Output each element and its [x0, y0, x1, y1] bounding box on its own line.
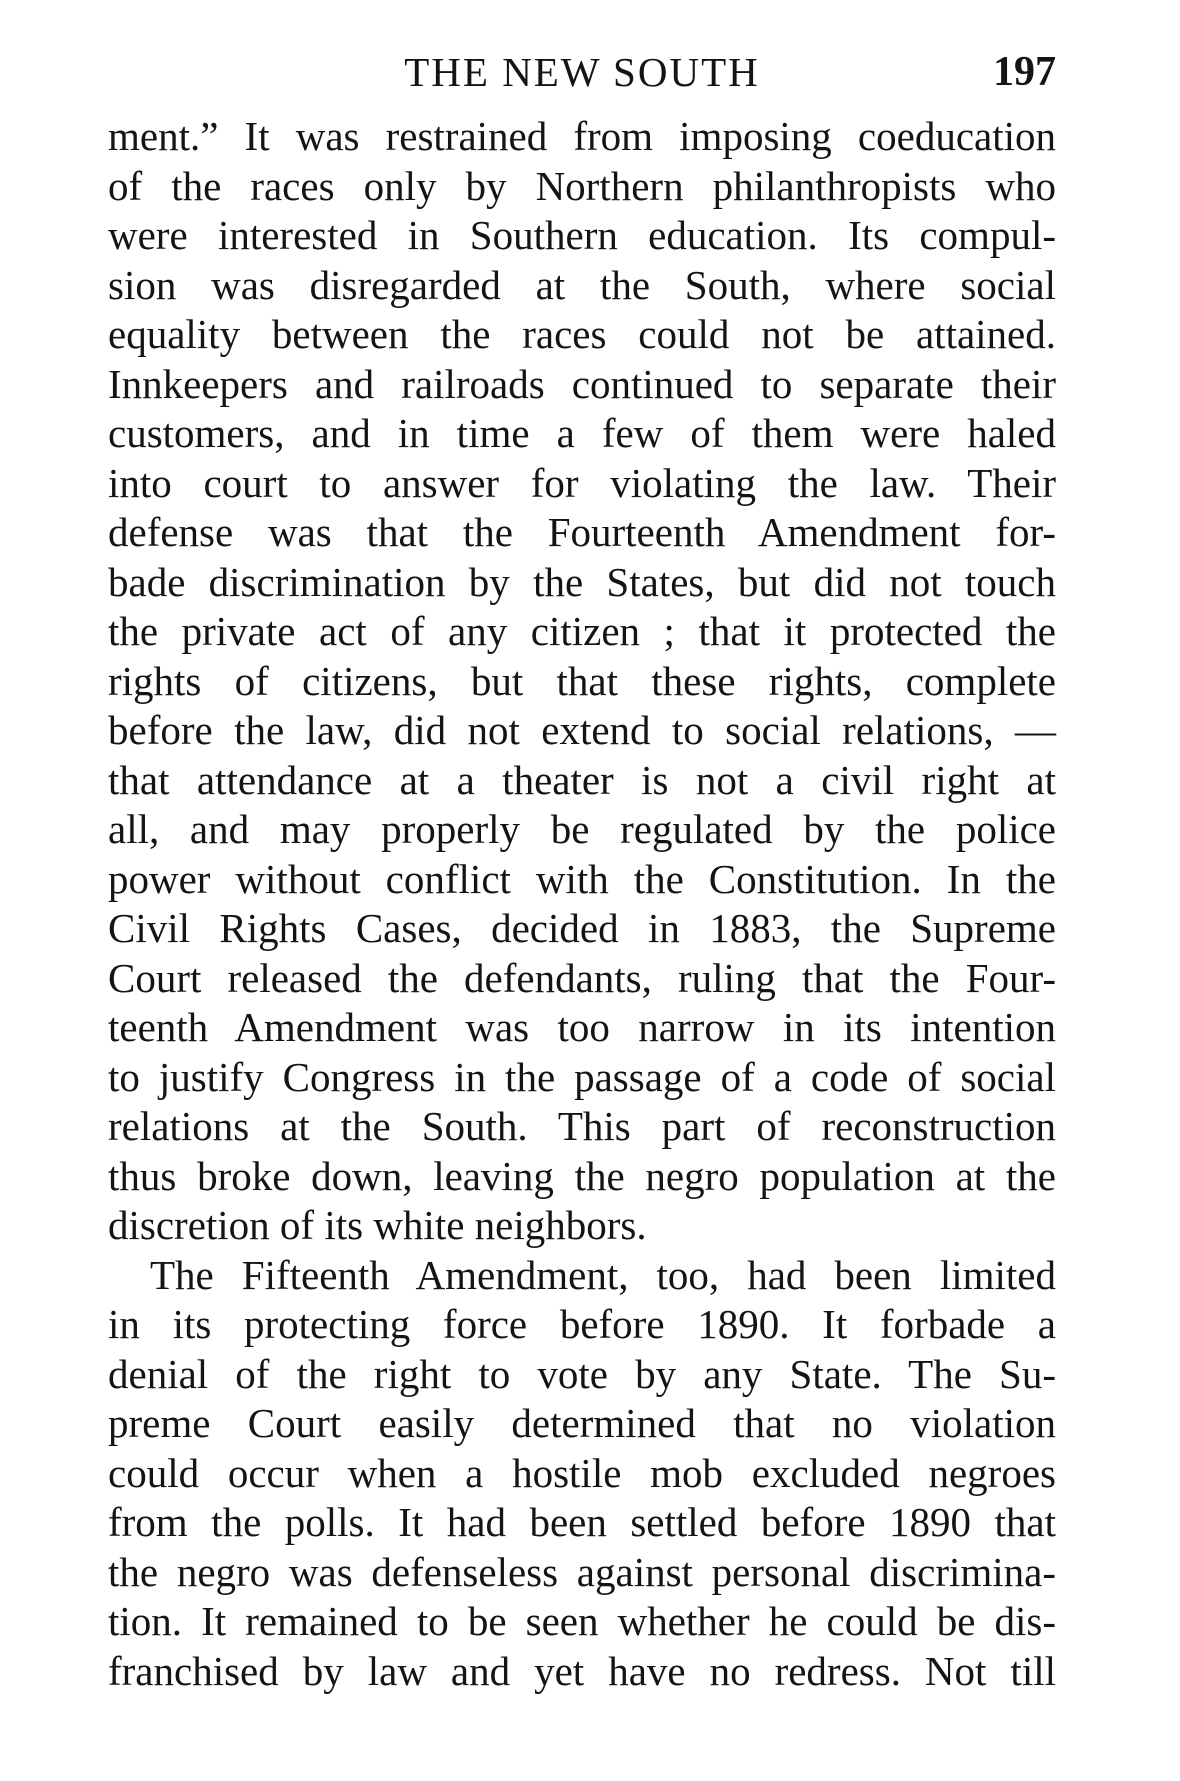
text-line: teenth Amendment was too narrow in its intention — [108, 1004, 1056, 1050]
text-line: The Fifteenth Amendment, too, had been limited — [150, 1251, 1056, 1298]
text-line: to justify Congress in the passage of a code of social — [108, 1053, 1056, 1100]
paragraph-1 — [108, 112, 1056, 1251]
text-line: could occur when a hostile mob excluded negroes — [108, 1449, 1056, 1496]
text-line: bade discrimination by the States, but did not touch — [108, 558, 1056, 605]
text-line: denial of the right to vote by any State. The Su- — [108, 1350, 1056, 1397]
text-line: thus broke down, leaving the negro population at the — [108, 1152, 1056, 1199]
text-line: ment.” It was restrained from imposing coeducation — [108, 113, 1056, 159]
running-title: THE NEW SOUTH — [404, 49, 760, 95]
text-line: customers, and in time a few of them were haled — [108, 410, 1056, 456]
text-line: power without conflict with the Constitution. In the — [108, 855, 1056, 902]
text-line: into court to answer for violating the law. Their — [108, 459, 1056, 506]
text-line: the private act of any citizen ; that it protected the — [108, 608, 1056, 654]
text-line: discretion of its white neighbors. — [108, 1202, 647, 1248]
text-line: preme Court easily determined that no violation — [108, 1400, 1056, 1446]
text-line: rights of citizens, but that these rights, complete — [108, 657, 1056, 704]
page-number: 197 — [993, 49, 1056, 95]
running-head — [108, 42, 1056, 102]
text-line: defense was that the Fourteenth Amendment for- — [108, 509, 1056, 555]
paragraph-2 — [108, 1251, 1056, 1697]
text-line: equality between the races could not be attained. — [108, 311, 1056, 357]
text-line: sion was disregarded at the South, where social — [108, 261, 1056, 308]
text-line: in its protecting force before 1890. It forbade a — [108, 1301, 1056, 1347]
text-line: franchised by law and yet have no redress. Not till — [108, 1647, 1056, 1694]
text-line: Civil Rights Cases, decided in 1883, the Supreme — [108, 905, 1056, 951]
text-line: that attendance at a theater is not a civil right at — [108, 756, 1056, 803]
text-line: the negro was defenseless against personal discrimina- — [108, 1548, 1056, 1595]
text-line: relations at the South. This part of reconstruction — [108, 1103, 1056, 1149]
text-line: all, and may properly be regulated by the police — [108, 806, 1056, 852]
text-line: of the races only by Northern philanthropists who — [108, 162, 1056, 209]
text-line: Innkeepers and railroads continued to separate their — [108, 360, 1056, 407]
text-line: tion. It remained to be seen whether he could be dis- — [108, 1598, 1056, 1644]
text-line: Court released the defendants, ruling that the Four- — [108, 954, 1056, 1001]
text-line: were interested in Southern education. Its compul- — [108, 212, 1056, 258]
body-text — [108, 112, 1056, 1696]
text-line: from the polls. It had been settled before 1890 that — [108, 1499, 1056, 1545]
text-line: before the law, did not extend to social relations, — — [108, 707, 1056, 753]
